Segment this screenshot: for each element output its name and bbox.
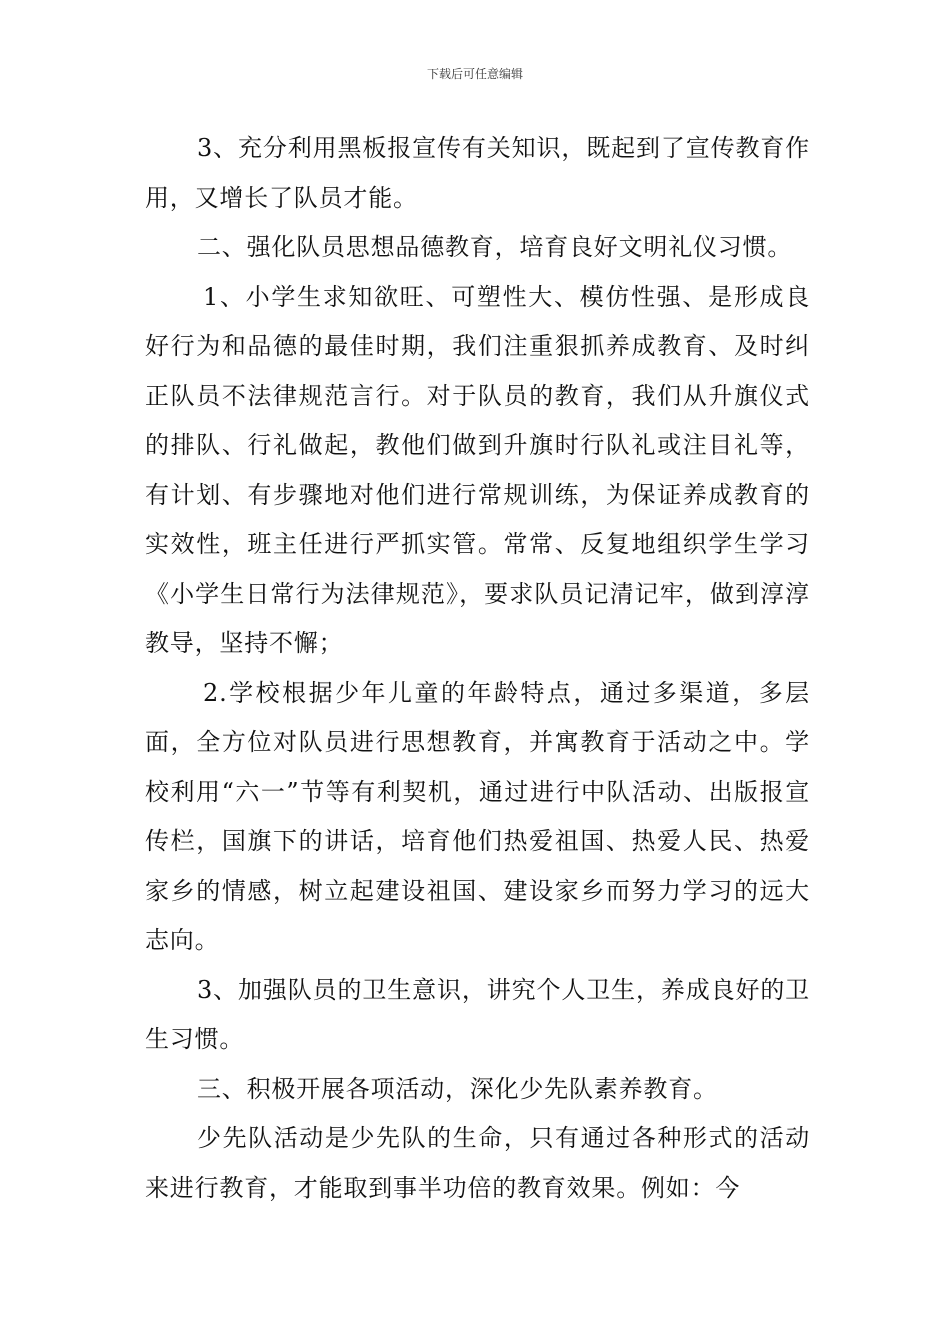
- paragraph-habit-education: 1、小学生求知欲旺、可塑性大、模仿性强、是形成良好行为和品德的最佳时期，我们注重狠抓养成教育、及时纠正队员不法律规范言行。对于队员的教育，我们从升旗仪式的排队、行礼做起，教他们做到升旗时行队礼或注目礼等，有计划、有步骤地对他们进行常规训练，为保证养成教育的实效性，班主任进行严抓实管。常常、反复地组织学生学习《小学生日常行为法律规范》，要求队员记清记牢，做到淳淳教导，坚持不懈；: [145, 282, 810, 657]
- paragraph-activities: 少先队活动是少先队的生命，只有通过各种形式的活动来进行教育，才能取到事半功倍的教育效果。例如：今: [145, 1124, 810, 1202]
- paragraph-hygiene: 3、加强队员的卫生意识，讲究个人卫生，养成良好的卫生习惯。: [145, 975, 810, 1053]
- paragraph-school-activities: 2.学校根据少年儿童的年龄特点，通过多渠道，多层面，全方位对队员进行思想教育，并寓教育于活动之中。学校利用“六一”节等有利契机，通过进行中队活动、出版报宣传栏，国旗下的讲话，培育他们热爱祖国、热爱人民、热爱家乡的情感，树立起建设祖国、建设家乡而努力学习的远大志向。: [145, 678, 810, 954]
- page-header: 下载后可任意编辑: [426, 67, 523, 81]
- paragraph-blackboard: 3、充分利用黑板报宣传有关知识，既起到了宣传教育作用，又增长了队员才能。: [145, 134, 810, 212]
- section-heading-3: 三、积极开展各项活动，深化少先队素养教育。: [197, 1074, 718, 1103]
- section-heading-2: 二、强化队员思想品德教育，培育良好文明礼仪习惯。: [197, 233, 793, 261]
- document-body: [145, 124, 810, 1213]
